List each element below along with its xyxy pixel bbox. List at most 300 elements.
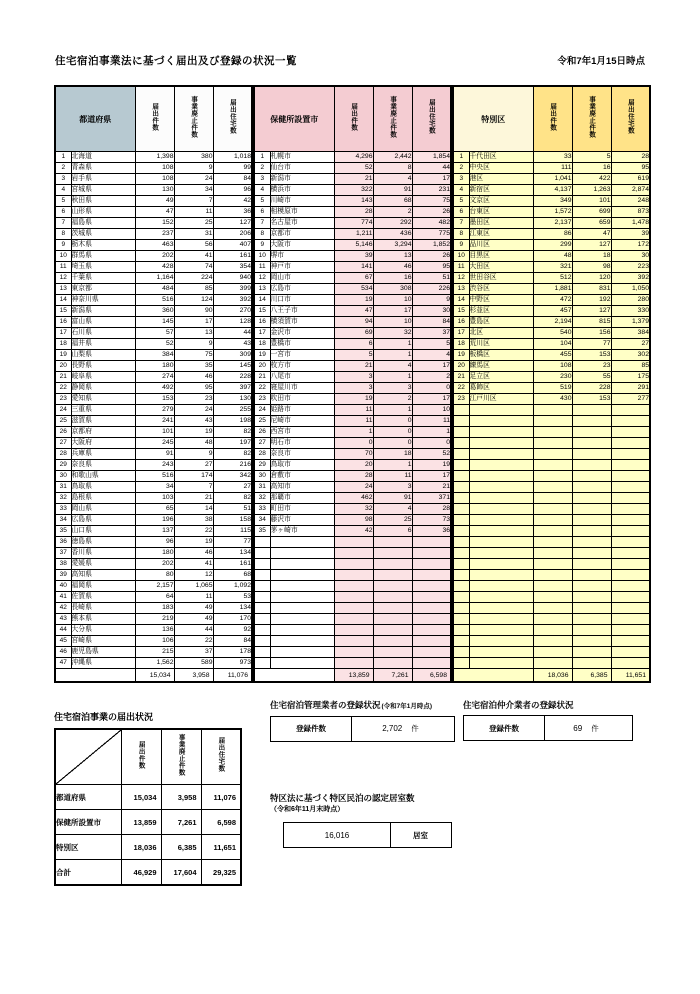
area-name-cell: 八王子市 [270,306,334,317]
row-number-cell [453,603,469,614]
tokku-title: 特区法に基づく特区民泊の認定居室数 [270,793,415,803]
dwelling-count-cell: 302 [611,350,650,361]
table-row [55,185,252,196]
summary-label-cell: 保健所設置市 [55,810,121,835]
notified-count-cell: 540 [533,328,572,339]
row-number-cell: 24 [55,405,71,416]
col-header-label: 事業廃止件数 [177,733,185,776]
dwelling-count-cell: 1 [412,427,451,438]
dwelling-count-cell: 0 [412,438,451,449]
row-number-cell: 33 [254,504,270,515]
notified-count-cell: 21 [334,361,373,372]
row-number-cell [453,647,469,658]
area-name-cell [270,647,334,658]
notified-count-cell: 1 [334,427,373,438]
table-row [254,581,451,592]
table-row [254,339,451,350]
dwelling-count-cell: 28 [412,504,451,515]
notified-count-cell: 34 [135,482,174,493]
notified-count-cell: 1,572 [533,207,572,218]
row-number-cell: 34 [254,515,270,526]
table-row [453,306,650,317]
discontinued-count-cell: 0 [373,416,412,427]
table-row [453,240,650,251]
table-row [453,328,650,339]
row-number-cell [254,592,270,603]
row-number-cell: 33 [55,504,71,515]
dwelling-count-cell: 172 [611,240,650,251]
discontinued-count-cell: 1 [373,350,412,361]
row-number-cell: 31 [254,482,270,493]
discontinued-count-cell [572,504,611,515]
notified-count-cell: 534 [334,284,373,295]
group-header-prefectures: 都道府県 [55,86,135,152]
row-number-cell [453,515,469,526]
dwelling-count-cell [412,614,451,625]
discontinued-count-cell: 74 [174,262,213,273]
discontinued-count-cell: 11 [373,471,412,482]
area-name-cell: 堺市 [270,251,334,262]
notified-count-cell [533,658,572,669]
table-row [55,317,252,328]
table-row [453,581,650,592]
table-row [254,229,451,240]
area-name-cell: 広島市 [270,284,334,295]
ward-rows [453,152,650,669]
notified-count-cell [334,614,373,625]
notified-count-cell: 472 [533,295,572,306]
table-row [254,647,451,658]
summary-value-cell: 11,651 [201,835,241,860]
area-name-cell: 枚方市 [270,361,334,372]
dwelling-count-cell: 85 [611,361,650,372]
table-row [453,372,650,383]
dwelling-count-cell: 10 [412,405,451,416]
dwelling-count-cell: 84 [213,174,252,185]
col-header-label: 届出住宅数 [228,99,236,134]
ward-header-row [453,86,650,152]
dwelling-count-cell: 27 [213,482,252,493]
table-row [55,449,252,460]
notified-count-cell: 111 [533,163,572,174]
row-number-cell: 19 [55,350,71,361]
dwelling-count-cell: 330 [611,306,650,317]
discontinued-count-cell [572,416,611,427]
manager-registration-title-note: (令和7年1月時点) [381,703,433,710]
area-name-cell: 石川県 [71,328,135,339]
notified-count-cell: 516 [135,295,174,306]
row-number-cell: 37 [55,548,71,559]
row-number-cell: 47 [55,658,71,669]
tokku-title-note: （令和6年11月末時点） [270,806,345,814]
notified-count-cell [533,592,572,603]
dwelling-count-cell: 30 [611,251,650,262]
area-name-cell: 愛知県 [71,394,135,405]
area-name-cell: 渋谷区 [469,284,533,295]
area-name-cell: 品川区 [469,240,533,251]
table-row [453,152,650,163]
table-row [254,438,451,449]
dwelling-count-cell: 82 [213,449,252,460]
notified-count-cell: 52 [135,339,174,350]
row-number-cell: 40 [55,581,71,592]
area-name-cell: 世田谷区 [469,273,533,284]
discontinued-count-cell: 14 [174,504,213,515]
notified-count-cell: 28 [334,471,373,482]
area-name-cell [270,658,334,669]
dwelling-count-cell: 17 [412,361,451,372]
table-row [55,581,252,592]
table-row [55,559,252,570]
table-row [55,438,252,449]
discontinued-count-cell: 120 [572,273,611,284]
discontinued-count-cell [572,449,611,460]
notified-count-cell: 1,398 [135,152,174,163]
area-name-cell: 沖縄県 [71,658,135,669]
table-row [453,251,650,262]
discontinued-count-cell [572,471,611,482]
row-number-cell: 4 [55,185,71,196]
area-name-cell: 一宮市 [270,350,334,361]
area-name-cell [469,647,533,658]
area-name-cell: 茨城県 [71,229,135,240]
row-number-cell [254,603,270,614]
discontinued-count-cell: 9 [174,449,213,460]
table-row [254,152,451,163]
notified-count-cell: 4,296 [334,152,373,163]
dwelling-count-cell: 96 [213,185,252,196]
row-number-cell [453,658,469,669]
notified-count-cell: 2,137 [533,218,572,229]
table-row [254,592,451,603]
row-number-cell: 8 [55,229,71,240]
discontinued-count-cell: 174 [174,471,213,482]
notified-count-cell: 19 [334,295,373,306]
row-number-cell: 15 [55,306,71,317]
notified-count-cell [533,482,572,493]
table-row [55,339,252,350]
notified-count-cell: 196 [135,515,174,526]
table-row [453,262,650,273]
dwelling-count-cell: 940 [213,273,252,284]
row-number-cell: 14 [453,295,469,306]
dwelling-count-cell: 280 [611,295,650,306]
notified-count-cell: 455 [533,350,572,361]
discontinued-count-cell: 1 [373,339,412,350]
dwelling-count-cell: 1,852 [412,240,451,251]
discontinued-count-cell: 46 [373,262,412,273]
discontinued-count-cell: 436 [373,229,412,240]
table-row [254,163,451,174]
notified-count-cell: 108 [533,361,572,372]
notified-count-cell [533,537,572,548]
row-number-cell: 13 [453,284,469,295]
row-number-cell: 6 [453,207,469,218]
notified-count-cell: 463 [135,240,174,251]
summary-row [55,860,241,886]
area-name-cell: 川崎市 [270,196,334,207]
row-number-cell: 32 [254,493,270,504]
notified-count-cell: 384 [135,350,174,361]
notified-count-cell [533,427,572,438]
dwelling-count-cell: 1,478 [611,218,650,229]
area-name-cell: 大阪府 [71,438,135,449]
notified-count-cell: 321 [533,262,572,273]
area-name-cell: 福井県 [71,339,135,350]
area-name-cell: 奈良市 [270,449,334,460]
area-name-cell [469,416,533,427]
notified-count-cell [533,416,572,427]
discontinued-count-cell [572,482,611,493]
col-header-discontinued-count [373,86,412,152]
dwelling-count-cell [611,625,650,636]
dwelling-count-cell [611,658,650,669]
row-number-cell: 25 [55,416,71,427]
area-name-cell [469,438,533,449]
table-row [254,218,451,229]
table-row [254,460,451,471]
row-number-cell [254,614,270,625]
area-name-cell: 江東区 [469,229,533,240]
area-name-cell: 東京都 [71,284,135,295]
discontinued-count-cell: 10 [373,295,412,306]
row-number-cell: 6 [55,207,71,218]
row-number-cell: 39 [55,570,71,581]
summary-label-cell: 特別区 [55,835,121,860]
table-row [453,196,650,207]
table-row [453,207,650,218]
dwelling-count-cell: 82 [213,427,252,438]
discontinued-count-cell [572,438,611,449]
col-header-label: 届出住宅数 [217,737,225,772]
discontinued-count-cell: 95 [174,383,213,394]
discontinued-count-cell: 7 [174,196,213,207]
notified-count-cell: 86 [533,229,572,240]
area-name-cell: 青森県 [71,163,135,174]
table-row [254,240,451,251]
tokku-minpaku-section [270,793,455,848]
row-number-cell: 17 [453,328,469,339]
area-name-cell: 兵庫県 [71,449,135,460]
notified-count-cell: 484 [135,284,174,295]
discontinued-count-cell: 19 [174,537,213,548]
table-row [254,559,451,570]
table-row [453,515,650,526]
summary-title: 住宅宿泊事業の届出状況 [54,712,154,722]
notified-count-cell: 241 [135,416,174,427]
dwelling-count-cell [412,548,451,559]
diagonal-cell [55,729,121,785]
discontinued-count-cell: 4 [373,361,412,372]
notified-count-cell [533,449,572,460]
area-name-cell [469,537,533,548]
notified-count-cell [533,581,572,592]
agent-registration-title: 住宅宿泊仲介業者の登録状況 [463,700,574,710]
dwelling-count-cell: 21 [412,482,451,493]
table-row [254,449,451,460]
agent-registration-value: 69 [573,723,583,733]
dwelling-count-cell: 4 [412,350,451,361]
prefecture-header-row [55,86,252,152]
col-header-dwelling-count [213,86,252,152]
area-name-cell: 目黒区 [469,251,533,262]
row-number-cell: 18 [254,339,270,350]
dwelling-count-cell: 44 [412,163,451,174]
table-row [55,240,252,251]
table-row [55,273,252,284]
notified-count-cell: 2,194 [533,317,572,328]
notified-count-cell: 1,211 [334,229,373,240]
summary-rows [55,785,241,886]
dwelling-count-cell: 291 [611,383,650,394]
notified-count-cell: 153 [135,394,174,405]
row-number-cell [453,592,469,603]
row-number-cell [453,416,469,427]
row-number-cell: 27 [254,438,270,449]
row-number-cell: 46 [55,647,71,658]
agent-registration-section [463,700,633,741]
notified-count-cell: 48 [533,251,572,262]
table-row [55,251,252,262]
discontinued-count-cell: 228 [572,383,611,394]
dwelling-count-cell: 277 [611,394,650,405]
notified-count-cell: 774 [334,218,373,229]
discontinued-count-cell: 0 [373,438,412,449]
table-row [254,185,451,196]
row-number-cell [453,504,469,515]
discontinued-count-cell: 6 [373,526,412,537]
table-row [453,174,650,185]
row-number-cell: 16 [453,317,469,328]
table-row [254,658,451,669]
notified-count-cell: 1,562 [135,658,174,669]
area-name-cell: 栃木県 [71,240,135,251]
table-row [254,196,451,207]
area-name-cell [469,526,533,537]
total-dwellings-cell: 6,598 [412,669,451,683]
discontinued-count-cell [572,405,611,416]
table-row [55,548,252,559]
area-name-cell: 岐阜県 [71,372,135,383]
row-number-cell: 13 [55,284,71,295]
dwelling-count-cell: 36 [213,207,252,218]
area-name-cell: 大阪市 [270,240,334,251]
discontinued-count-cell [572,603,611,614]
discontinued-count-cell [572,526,611,537]
discontinued-count-cell: 21 [174,493,213,504]
area-name-cell [469,471,533,482]
row-number-cell: 4 [254,185,270,196]
discontinued-count-cell [572,548,611,559]
discontinued-count-cell: 9 [174,339,213,350]
discontinued-count-cell: 22 [174,636,213,647]
row-number-cell: 22 [55,383,71,394]
dwelling-count-cell: 392 [611,273,650,284]
area-name-cell: 熊本県 [71,614,135,625]
city-rows [254,152,451,669]
col-header-label: 届出件数 [549,102,557,131]
dwelling-count-cell: 84 [412,317,451,328]
discontinued-count-cell: 3 [373,482,412,493]
col-header-label: 届出件数 [137,740,145,769]
area-name-cell: 新宿区 [469,185,533,196]
area-name-cell: 墨田区 [469,218,533,229]
table-row [254,306,451,317]
dwelling-count-cell: 44 [213,328,252,339]
col-header-dwelling-count [201,729,241,785]
dwelling-count-cell [611,438,650,449]
area-name-cell: 那覇市 [270,493,334,504]
area-name-cell: 高知市 [270,482,334,493]
discontinued-count-cell: 153 [572,350,611,361]
notified-count-cell: 202 [135,251,174,262]
notified-count-cell: 3 [334,372,373,383]
area-name-cell: 八尾市 [270,372,334,383]
row-number-cell: 21 [55,372,71,383]
notified-count-cell: 141 [334,262,373,273]
notified-count-cell [533,548,572,559]
col-header-notified-count [135,86,174,152]
table-row [55,306,252,317]
as-of-date: 令和7年1月15日時点 [557,56,645,67]
area-name-cell: 姫路市 [270,405,334,416]
dwelling-count-cell [611,570,650,581]
table-row [55,625,252,636]
dwelling-count-cell: 354 [213,262,252,273]
table-row [453,383,650,394]
area-name-cell [270,603,334,614]
row-number-cell: 35 [254,526,270,537]
area-name-cell [469,504,533,515]
table-row [254,174,451,185]
discontinued-count-cell: 831 [572,284,611,295]
notified-count-cell: 130 [135,185,174,196]
col-header-label: 届出件数 [151,102,159,131]
row-number-cell: 7 [55,218,71,229]
area-name-cell: 大分県 [71,625,135,636]
discontinued-count-cell [572,658,611,669]
row-number-cell: 32 [55,493,71,504]
col-header-discontinued-count [174,86,213,152]
dwelling-count-cell: 145 [213,361,252,372]
dwelling-count-cell: 26 [412,251,451,262]
notified-count-cell: 67 [334,273,373,284]
dwelling-count-cell [611,537,650,548]
notified-count-cell: 183 [135,603,174,614]
discontinued-count-cell: 0 [373,427,412,438]
discontinued-count-cell [572,515,611,526]
total-notified-cell: 15,034 [135,669,174,683]
area-name-cell: 豊島区 [469,317,533,328]
row-number-cell [453,460,469,471]
table-row [453,471,650,482]
table-row [254,372,451,383]
table-row [55,526,252,537]
area-name-cell [270,559,334,570]
row-number-cell: 10 [453,251,469,262]
discontinued-count-cell: 153 [572,394,611,405]
total-blank-cell [55,669,135,683]
area-name-cell [469,570,533,581]
row-number-cell: 13 [254,284,270,295]
discontinued-count-cell [373,625,412,636]
dwelling-count-cell [412,658,451,669]
notified-count-cell: 65 [135,504,174,515]
dwelling-count-cell: 5 [412,339,451,350]
notified-count-cell [334,559,373,570]
row-number-cell: 9 [254,240,270,251]
discontinued-count-cell: 49 [174,614,213,625]
